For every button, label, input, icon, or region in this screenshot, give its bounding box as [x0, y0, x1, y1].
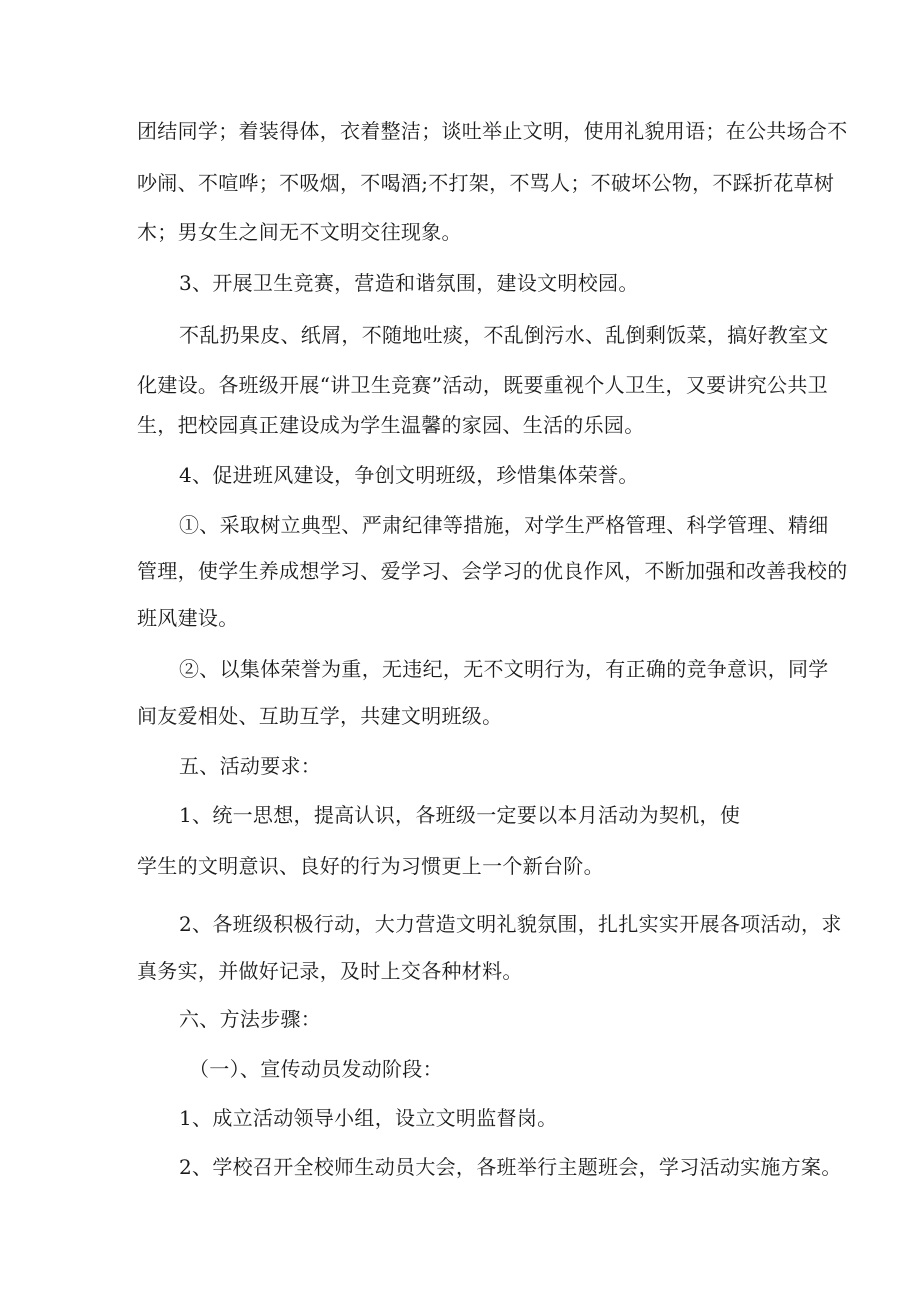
text-line-15: 1、统一思想，提高认识，各班级一定要以本月活动为契机，使: [179, 803, 741, 827]
section-heading-3: 3、开展卫生竞赛，营造和谐氛围，建设文明校园。: [179, 271, 639, 295]
text-line-7: 生，把校园真正建设成为学生温馨的家园、生活的乐园。: [137, 413, 645, 437]
text-line-1: 团结同学；着装得体，衣着整洁；谈吐举止文明，使用礼貌用语；在公共场合不: [137, 119, 848, 143]
section-heading-4: 4、促进班风建设，争创文明班级，珍惜集体荣誉。: [179, 463, 639, 487]
text-line-3: 木；男女生之间无不文明交往现象。: [137, 220, 462, 244]
text-line-21: 1、成立活动领导小组，设立文明监督岗。: [179, 1106, 558, 1130]
text-line-18: 真务实，并做好记录，及时上交各种材料。: [137, 959, 523, 983]
text-line-16: 学生的文明意识、良好的行为习惯更上一个新台阶。: [137, 854, 604, 878]
text-line-11: 班风建设。: [137, 606, 239, 630]
section-heading-6: 六、方法步骤：: [179, 1007, 322, 1031]
text-line-5: 不乱扔果皮、纸屑，不随地吐痰，不乱倒污水、乱倒剩饭菜，搞好教室文: [179, 323, 829, 347]
section-heading-5: 五、活动要求：: [179, 754, 322, 778]
text-line-6: 化建设。各班级开展“讲卫生竞赛”活动，既要重视个人卫生，又要讲究公共卫: [137, 373, 828, 397]
text-line-17: 2、各班级积极行动，大力营造文明礼貌氛围，扎扎实实开展各项活动，求: [179, 912, 842, 936]
text-line-12: ②、以集体荣誉为重，无违纪，无不文明行为，有正确的竞争意识，同学: [179, 657, 829, 681]
subsection-heading-1: （一）、宣传动员发动阶段：: [189, 1057, 443, 1081]
text-line-10: 管理，使学生养成想学习、爱学习、会学习的优良作风，不断加强和改善我校的: [137, 559, 848, 583]
text-line-22: 2、学校召开全校师生动员大会，各班举行主题班会，学习活动实施方案。: [179, 1155, 842, 1179]
text-line-9: ①、采取树立典型、严肃纪律等措施，对学生严格管理、科学管理、精细: [179, 513, 829, 537]
text-line-2: 吵闹、不喧哗；不吸烟，不喝酒;不打架，不骂人；不破坏公物，不踩折花草树: [137, 171, 835, 195]
text-line-13: 间友爱相处、互助互学，共建文明班级。: [137, 704, 503, 728]
